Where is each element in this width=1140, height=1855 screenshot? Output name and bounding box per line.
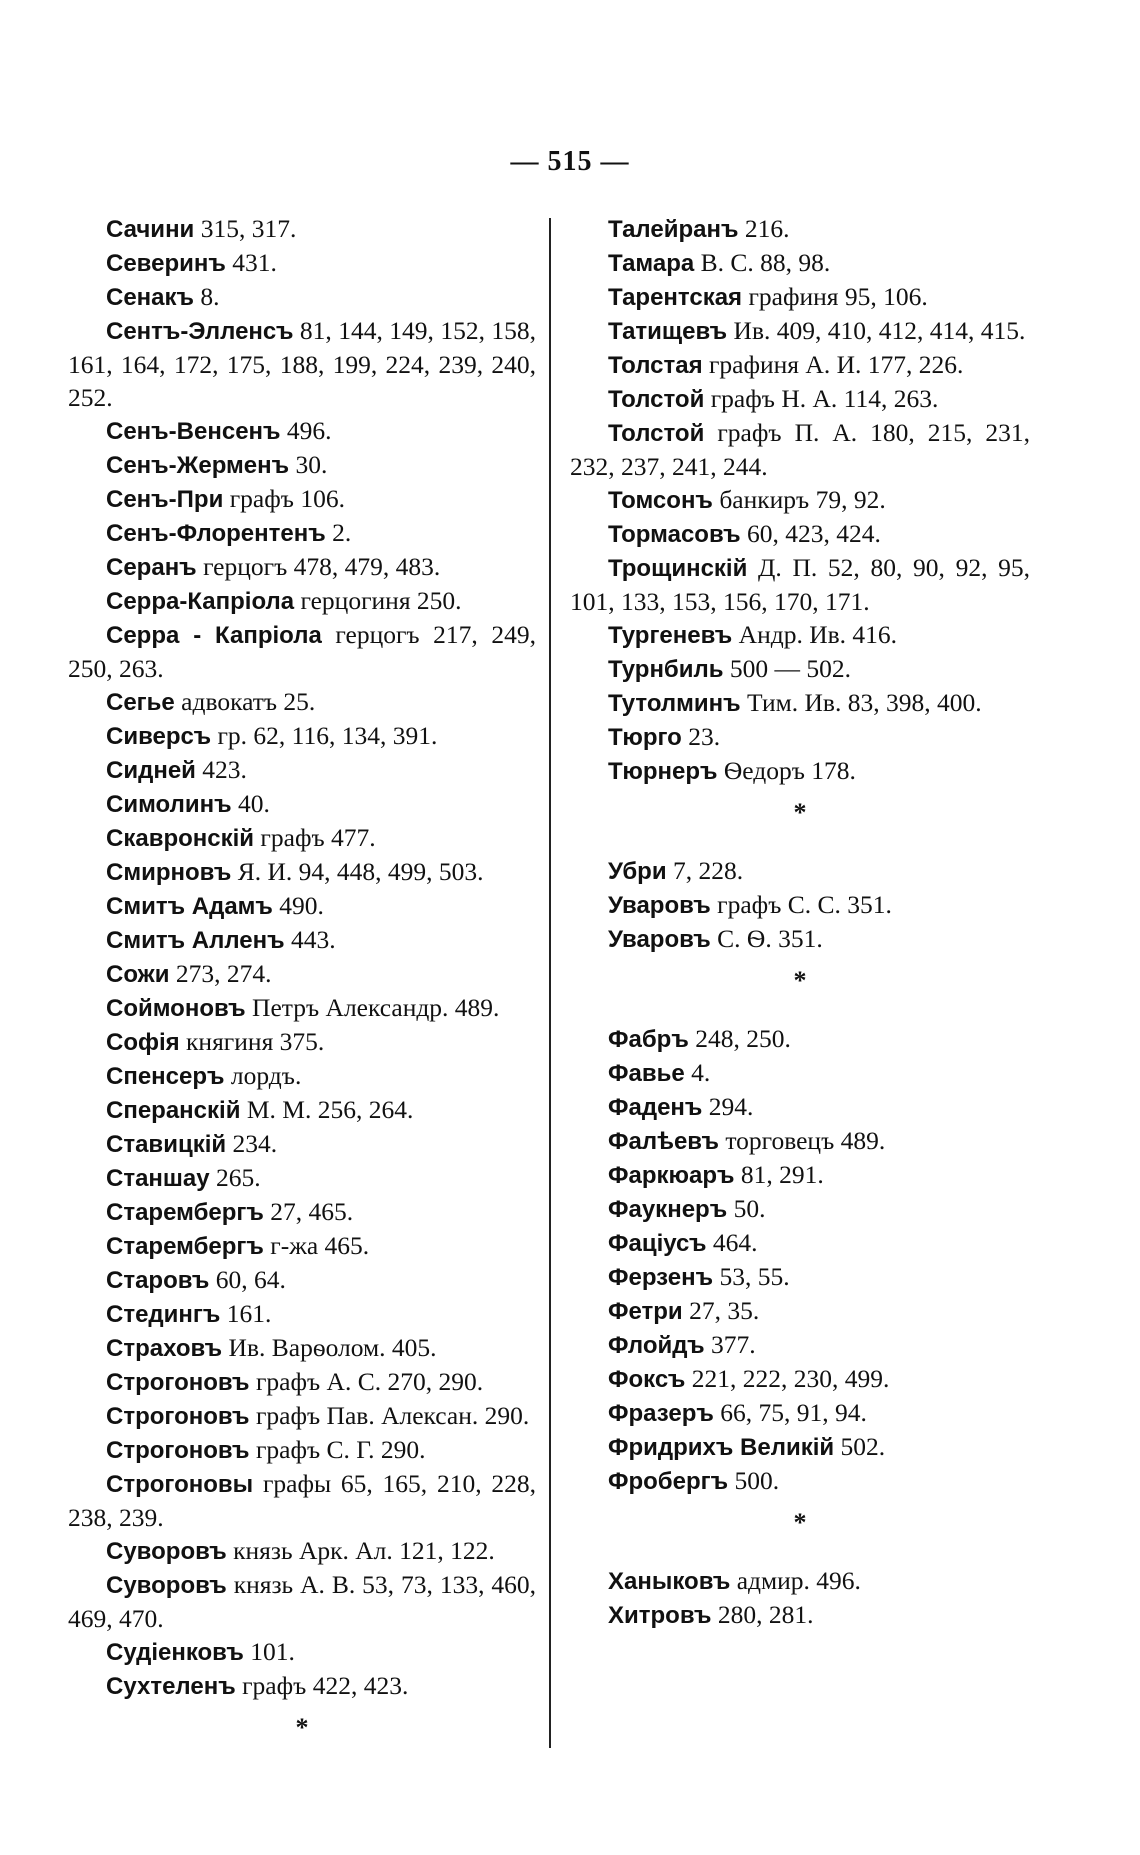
entry-page-refs: графиня 95, 106.	[748, 282, 928, 311]
index-entry	[68, 1467, 536, 1534]
index-entry	[68, 1297, 536, 1331]
entry-page-refs: 161.	[226, 1299, 272, 1328]
entry-page-refs: 4.	[691, 1058, 711, 1087]
entry-page-refs: графъ 422, 423.	[242, 1671, 409, 1700]
index-entry	[570, 888, 1030, 922]
index-entry	[68, 1534, 536, 1568]
entry-name: Смирновъ	[106, 859, 232, 886]
entry-page-refs: 40.	[237, 789, 270, 818]
index-entry	[68, 1127, 536, 1161]
index-entry	[570, 618, 1030, 652]
entry-name: Тюрго	[608, 724, 682, 751]
entry-page-refs: графъ С. С. 351.	[717, 890, 892, 919]
index-entry	[570, 1056, 1030, 1090]
entry-page-refs: Ѳедоръ 178.	[723, 756, 856, 785]
entry-name: Сожи	[106, 961, 170, 988]
entry-page-refs: 265.	[216, 1163, 261, 1192]
entry-name: Тарентская	[608, 284, 743, 311]
entry-name: Серра-Капріола	[106, 588, 295, 615]
index-entry	[570, 1598, 1030, 1632]
index-entry	[68, 414, 536, 448]
index-entry	[68, 1059, 536, 1093]
entry-name: Суворовъ	[106, 1538, 227, 1565]
entry-page-refs: 30.	[295, 450, 328, 479]
index-entry	[570, 212, 1030, 246]
index-entry	[570, 246, 1030, 280]
entry-page-refs: 60, 64.	[215, 1265, 286, 1294]
section-separator: *	[793, 966, 807, 995]
entry-name: Фаркюаръ	[608, 1162, 735, 1189]
entry-page-refs: 60, 423, 424.	[746, 519, 881, 548]
entry-name: Строгоновъ	[106, 1437, 250, 1464]
entry-page-refs: князь Арк. Ал. 121, 122.	[233, 1536, 495, 1565]
entry-page-refs: 496.	[286, 416, 332, 445]
index-entry	[68, 212, 536, 246]
entry-name: Томсонъ	[608, 487, 713, 514]
entry-name: Сегье	[106, 689, 175, 716]
entry-name: Страховъ	[106, 1335, 223, 1362]
index-entry	[68, 1263, 536, 1297]
entry-name: Убри	[608, 858, 667, 885]
entry-page-refs: 294.	[708, 1092, 754, 1121]
index-entry	[68, 246, 536, 280]
entry-page-refs: 273, 274.	[175, 959, 272, 988]
entry-page-refs: Петръ Александр. 489.	[252, 993, 500, 1022]
entry-page-refs: 315, 317.	[200, 214, 297, 243]
entry-name: Северинъ	[106, 250, 226, 277]
index-entry	[570, 1022, 1030, 1056]
index-entry	[570, 1192, 1030, 1226]
entry-name: Сенъ-Флорентенъ	[106, 520, 326, 547]
entry-page-refs: 7, 228.	[672, 856, 744, 885]
index-column-left	[68, 212, 536, 1769]
entry-page-refs: 81, 291.	[740, 1160, 824, 1189]
entry-name: Строгоновъ	[106, 1369, 250, 1396]
entry-page-refs: 27, 35.	[689, 1296, 760, 1325]
index-entry	[68, 957, 536, 991]
entry-name: Толстой	[608, 420, 705, 447]
entry-name: Сенъ-При	[106, 486, 224, 513]
index-entry	[68, 753, 536, 787]
entry-name: Татищевъ	[608, 318, 728, 345]
entry-page-refs: 443.	[290, 925, 336, 954]
entry-name: Сперанскій	[106, 1097, 241, 1124]
entry-page-refs: графиня А. И. 177, 226.	[708, 350, 964, 379]
entry-name: Соймоновъ	[106, 995, 246, 1022]
index-entry	[570, 1362, 1030, 1396]
index-entry	[68, 1399, 536, 1433]
entry-name: Фридрихъ Великій	[608, 1434, 835, 1461]
index-entry	[570, 483, 1030, 517]
entry-page-refs: герцогъ 478, 479, 483.	[203, 552, 441, 581]
index-entry	[68, 448, 536, 482]
entry-page-refs: графы 65, 165, 210, 228, 238, 239.	[68, 1469, 536, 1532]
index-entry	[68, 550, 536, 584]
entry-name: Трощинскій	[608, 555, 748, 582]
index-entry	[68, 618, 536, 685]
index-entry	[68, 1635, 536, 1669]
index-entry	[68, 1433, 536, 1467]
entry-name: Судіенковъ	[106, 1639, 244, 1666]
index-entry	[570, 517, 1030, 551]
index-entry	[68, 1161, 536, 1195]
index-entry	[68, 516, 536, 550]
entry-page-refs: 27, 465.	[270, 1197, 354, 1226]
entry-page-refs: гр. 62, 116, 134, 391.	[217, 721, 438, 750]
entry-name: Серанъ	[106, 554, 197, 581]
index-entry	[68, 855, 536, 889]
entry-name: Смитъ Алленъ	[106, 927, 285, 954]
entry-name: Скавронскій	[106, 825, 255, 852]
entry-name: Сачини	[106, 216, 195, 243]
index-entry	[570, 720, 1030, 754]
entry-page-refs: 81, 144, 149, 152, 158, 161, 164, 172, 175, 188, 199, 224, 239, 240, 252.	[68, 316, 537, 412]
index-entry	[570, 416, 1030, 483]
entry-page-refs: 464.	[712, 1228, 758, 1257]
entry-name: Ханыковъ	[608, 1568, 731, 1595]
entry-name: Старембергъ	[106, 1233, 264, 1260]
entry-page-refs: 500.	[734, 1466, 780, 1495]
index-entry	[570, 1396, 1030, 1430]
entry-page-refs: 101.	[250, 1637, 295, 1666]
entry-page-refs: 53, 55.	[719, 1262, 790, 1291]
entry-page-refs: М. М. 256, 264.	[246, 1095, 414, 1124]
index-entry	[68, 584, 536, 618]
entry-page-refs: графъ П. А. 180, 215, 231, 232, 237, 241, 244.	[570, 418, 1030, 481]
entry-page-refs: С. Ѳ. 351.	[717, 924, 823, 953]
index-entry	[570, 1464, 1030, 1498]
entry-name: Старембергъ	[106, 1199, 264, 1226]
entry-name: Сенъ-Жерменъ	[106, 452, 290, 479]
entry-name: Толстая	[608, 352, 703, 379]
entry-page-refs: графъ А. С. 270, 290.	[255, 1367, 484, 1396]
entry-name: Сидней	[106, 757, 196, 784]
index-entry	[68, 1331, 536, 1365]
entry-page-refs: 502.	[840, 1432, 886, 1461]
entry-page-refs: 23.	[688, 722, 721, 751]
entry-name: Стедингъ	[106, 1301, 221, 1328]
entry-name: Софія	[106, 1029, 180, 1056]
entry-name: Суворовъ	[106, 1572, 227, 1599]
entry-page-refs: Тим. Ив. 83, 398, 400.	[747, 688, 982, 717]
entry-page-refs: Ив. Варѳолом. 405.	[228, 1333, 437, 1362]
entry-name: Сентъ-Элленсъ	[106, 318, 294, 345]
entry-page-refs: графъ Пав. Алексан. 290.	[255, 1401, 530, 1430]
index-entry	[68, 482, 536, 516]
index-entry	[68, 889, 536, 923]
index-entry	[68, 1229, 536, 1263]
entry-name: Фаціусъ	[608, 1230, 707, 1257]
entry-page-refs: Ив. 409, 410, 412, 414, 415.	[733, 316, 1026, 345]
index-entry	[68, 685, 536, 719]
index-entry	[570, 1564, 1030, 1598]
index-entry	[68, 1365, 536, 1399]
index-entry	[570, 551, 1030, 618]
index-entry	[68, 280, 536, 314]
entry-page-refs: 248, 250.	[695, 1024, 791, 1053]
page-number: — 515 —	[510, 146, 630, 177]
index-entry	[570, 348, 1030, 382]
entry-page-refs: 50.	[733, 1194, 766, 1223]
entry-name: Серра - Капріола	[106, 622, 322, 649]
entry-page-refs: 221, 222, 230, 499.	[691, 1364, 890, 1393]
entry-page-refs: графъ 477.	[260, 823, 376, 852]
entry-page-refs: 216.	[744, 214, 790, 243]
index-entry	[570, 1328, 1030, 1362]
index-entry	[68, 991, 536, 1025]
entry-name: Сенъ-Венсенъ	[106, 418, 281, 445]
index-entry	[570, 854, 1030, 888]
index-entry	[570, 382, 1030, 416]
entry-page-refs: Андр. Ив. 416.	[738, 620, 898, 649]
index-entry	[570, 280, 1030, 314]
entry-page-refs: 8.	[200, 282, 220, 311]
entry-name: Турнбиль	[608, 656, 724, 683]
index-entry	[570, 1430, 1030, 1464]
entry-name: Сухтеленъ	[106, 1673, 236, 1700]
entry-name: Фразеръ	[608, 1400, 714, 1427]
entry-name: Фаденъ	[608, 1094, 703, 1121]
entry-name: Тутолминъ	[608, 690, 741, 717]
entry-name: Сиверсъ	[106, 723, 212, 750]
entry-name: Уваровъ	[608, 926, 711, 953]
entry-name: Фробергъ	[608, 1468, 729, 1495]
index-entry	[68, 1568, 536, 1635]
index-entry	[570, 1124, 1030, 1158]
index-entry	[570, 1260, 1030, 1294]
entry-page-refs: Д. П. 52, 80, 90, 92, 95, 101, 133, 153, 156, 170, 171.	[570, 553, 1030, 616]
entry-name: Флойдъ	[608, 1332, 705, 1359]
entry-name: Талейранъ	[608, 216, 739, 243]
entry-page-refs: В. С. 88, 98.	[700, 248, 831, 277]
entry-name: Строгоновы	[106, 1471, 254, 1498]
entry-name: Сенакъ	[106, 284, 195, 311]
entry-name: Тамара	[608, 250, 695, 277]
entry-page-refs: 500 — 502.	[729, 654, 852, 683]
entry-page-refs: 234.	[232, 1129, 278, 1158]
index-entry	[68, 1025, 536, 1059]
entry-name: Ферзенъ	[608, 1264, 714, 1291]
entry-page-refs: 66, 75, 91, 94.	[720, 1398, 867, 1427]
entry-name: Тюрнеръ	[608, 758, 718, 785]
entry-page-refs: графъ Н. А. 114, 263.	[710, 384, 939, 413]
section-separator: *	[793, 798, 807, 827]
index-entry	[570, 652, 1030, 686]
entry-page-refs: 431.	[232, 248, 277, 277]
entry-name: Спенсеръ	[106, 1063, 225, 1090]
entry-name: Тормасовъ	[608, 521, 741, 548]
column-divider	[549, 218, 551, 1748]
entry-page-refs: 280, 281.	[717, 1600, 814, 1629]
index-column-right	[570, 212, 1030, 1632]
entry-page-refs: 490.	[279, 891, 324, 920]
index-entry	[570, 1294, 1030, 1328]
index-entry	[68, 1093, 536, 1127]
entry-page-refs: адмир. 496.	[736, 1566, 861, 1595]
entry-name: Фабръ	[608, 1026, 689, 1053]
entry-page-refs: графъ С. Г. 290.	[255, 1435, 426, 1464]
index-entry	[570, 1090, 1030, 1124]
entry-name: Тургеневъ	[608, 622, 733, 649]
index-entry	[570, 1158, 1030, 1192]
index-entry	[570, 754, 1030, 788]
entry-name: Уваровъ	[608, 892, 711, 919]
entry-name: Старовъ	[106, 1267, 210, 1294]
entry-page-refs: герцогиня 250.	[300, 586, 462, 615]
entry-page-refs: лордъ.	[230, 1061, 302, 1090]
index-entry	[570, 686, 1030, 720]
section-separator: *	[793, 1508, 807, 1537]
section-separator: *	[295, 1713, 309, 1742]
entry-name: Фавье	[608, 1060, 685, 1087]
entry-page-refs: Я. И. 94, 448, 499, 503.	[237, 857, 484, 886]
entry-page-refs: банкиръ 79, 92.	[719, 485, 886, 514]
index-entry	[68, 787, 536, 821]
entry-name: Хитровъ	[608, 1602, 712, 1629]
entry-page-refs: герцогъ 217, 249, 250, 263.	[68, 620, 536, 683]
index-entry	[68, 923, 536, 957]
entry-name: Строгоновъ	[106, 1403, 250, 1430]
entry-page-refs: 2.	[332, 518, 352, 547]
entry-name: Смитъ Адамъ	[106, 893, 273, 920]
entry-page-refs: 423.	[202, 755, 247, 784]
index-entry	[68, 314, 536, 414]
index-entry	[570, 1226, 1030, 1260]
entry-page-refs: князь А. В. 53, 73, 133, 460, 469, 470.	[68, 1570, 537, 1633]
entry-name: Фалѣевъ	[608, 1128, 719, 1155]
entry-page-refs: 377.	[711, 1330, 756, 1359]
entry-name: Фаукнеръ	[608, 1196, 728, 1223]
index-entry	[570, 922, 1030, 956]
entry-page-refs: адвокатъ 25.	[181, 687, 316, 716]
entry-page-refs: торговецъ 489.	[725, 1126, 886, 1155]
entry-name: Симолинъ	[106, 791, 232, 818]
index-entry	[570, 314, 1030, 348]
index-entry	[68, 1669, 536, 1703]
entry-page-refs: г-жа 465.	[270, 1231, 370, 1260]
entry-page-refs: княгиня 375.	[186, 1027, 325, 1056]
entry-name: Толстой	[608, 386, 705, 413]
entry-name: Станшау	[106, 1165, 210, 1192]
entry-name: Фоксъ	[608, 1366, 686, 1393]
entry-page-refs: графъ 106.	[229, 484, 345, 513]
entry-name: Фетри	[608, 1298, 683, 1325]
index-entry	[68, 719, 536, 753]
index-entry	[68, 1195, 536, 1229]
index-entry	[68, 821, 536, 855]
entry-name: Ставицкій	[106, 1131, 227, 1158]
